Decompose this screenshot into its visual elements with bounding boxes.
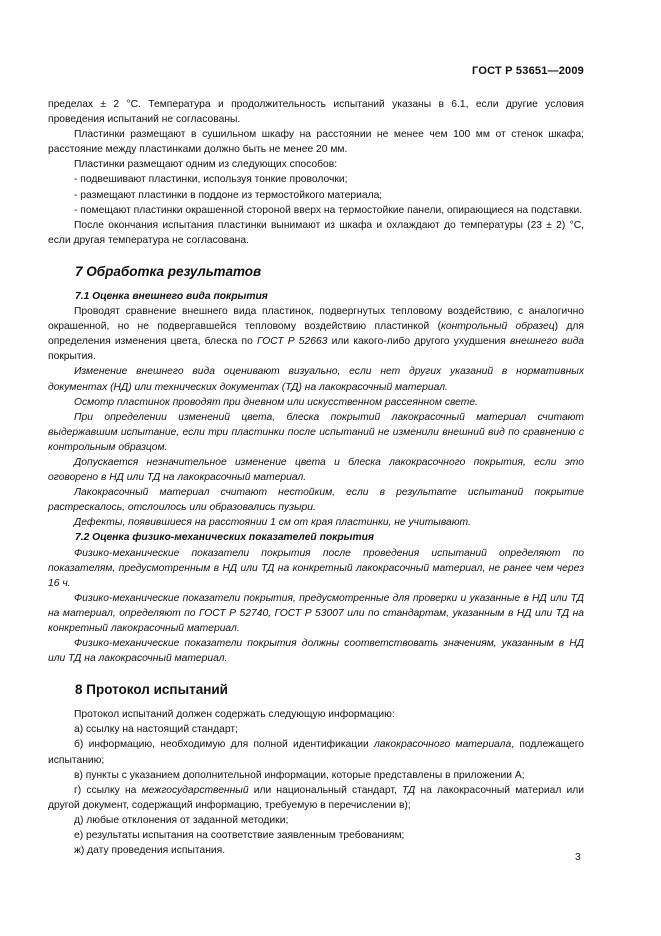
paragraph: Осмотр пластинок проводят при дневном или искусственном рассеянном свете. bbox=[74, 396, 478, 408]
paragraph: Допускается незначительное изменение цвета и блеска лакокрасочного покрытия, если это оговорено в НД или ТД на лакокрасочный материал. bbox=[48, 456, 584, 484]
paragraph: Изменение внешнего вида оценивают визуально, если нет других указаний в нормативных документах (НД) или технических документах (ТД) на лакокрасочный материал. bbox=[48, 366, 584, 393]
page-content bbox=[48, 97, 584, 858]
list-item: ж) дату проведения испытания. bbox=[74, 845, 226, 857]
section-7-heading: 7 Обработка результатов bbox=[75, 263, 262, 279]
paragraph: Физико-механические показатели покрытия должны соответствовать значениям, указанным в НД или ТД на лакокрасочный материал. bbox=[48, 638, 584, 665]
paragraph: Протокол испытаний должен содержать следующую информацию: bbox=[74, 709, 395, 721]
list-item: г) ссылку на межгосударственный или национальный стандарт, ТД на лакокрасочный материал или другой документ, содержащий информацию, требуемую в перечислении в); bbox=[48, 784, 585, 811]
paragraph: Пластинки размещают одним из следующих способов: bbox=[74, 159, 338, 171]
paragraph: После окончания испытания пластинки вынимают из шкафа и охлаждают до температуры (23 ± 2) °С, если другая температура не согласована. bbox=[48, 219, 584, 246]
paragraph: Физико-механические показатели покрытия, предусмотренные для проверки и указанные в НД или ТД на материал, определяют по ГОСТ Р 52740, ГОСТ Р 53007 или по стандартам, указанным в НД или ТД на конкретный лакокрасочный материал. bbox=[48, 592, 584, 634]
subsection-7-2-heading: 7.2 Оценка физико-механических показателей покрытия bbox=[75, 532, 374, 544]
list-item: - размещают пластинки в поддоне из термостойкого материала; bbox=[74, 189, 383, 201]
paragraph: Проводят сравнение внешнего вида пластинок, подвергнутых тепловому воздействию, с аналогично окрашенной, но не подвергавшейся тепловому воздействию пластинкой (контрольный образец) для определения изменения цвета, блеска по ГОСТ Р 52663 или какого-либо другого ухудшения внешнего вида покрытия. bbox=[48, 306, 584, 363]
paragraph: При определении изменений цвета, блеска покрытий лакокрасочный материал считают выдержавшим испытание, если три пластинки после испытаний не изменили внешний вид по сравнению с контрольным образцом. bbox=[48, 411, 584, 453]
paragraph: пределах ± 2 °С. Температура и продолжительность испытаний указаны в 6.1, если другие условия проведения испытаний не согласованы. bbox=[48, 99, 584, 126]
list-item: в) пункты с указанием дополнительной информации, которые представлены в приложении А; bbox=[74, 769, 525, 781]
paragraph: Дефекты, появившиеся на расстоянии 1 см от края пластинки, не учитывают. bbox=[74, 517, 471, 529]
paragraph: Пластинки размещают в сушильном шкафу на расстоянии не менее чем 100 мм от стенок шкафа; расстояние между пластинками должно быть не менее 20 мм. bbox=[48, 129, 584, 156]
section-8-heading: 8 Протокол испытаний bbox=[75, 682, 228, 698]
page-number: 3 bbox=[575, 852, 581, 863]
list-item: б) информацию, необходимую для полной идентификации лакокрасочного материала, подлежащего испытанию; bbox=[48, 739, 585, 766]
list-item: е) результаты испытания на соответствие заявленным требованиям; bbox=[74, 830, 405, 842]
paragraph: Лакокрасочный материал считают нестойким, если в результате испытаний покрытие растрескалось, отслоилось или образовались пузыри. bbox=[48, 487, 584, 514]
list-item: - подвешивают пластинки, используя тонкие проволочки; bbox=[74, 174, 348, 186]
document-code-header: ГОСТ Р 53651—2009 bbox=[472, 65, 584, 77]
list-item: а) ссылку на настоящий стандарт; bbox=[74, 724, 238, 736]
list-item: - помещают пластинки окрашенной стороной вверх на термостойкие панели, опирающиеся на подставки. bbox=[74, 204, 583, 216]
list-item: д) любые отклонения от заданной методики; bbox=[74, 814, 289, 826]
subsection-7-1-heading: 7.1 Оценка внешнего вида покрытия bbox=[75, 290, 268, 302]
paragraph: Физико-механические показатели покрытия после проведения испытаний определяют по показателям, предусмотренным в НД или ТД на конкретный лакокрасочный материал, не ранее чем через 16 ч. bbox=[48, 547, 584, 589]
